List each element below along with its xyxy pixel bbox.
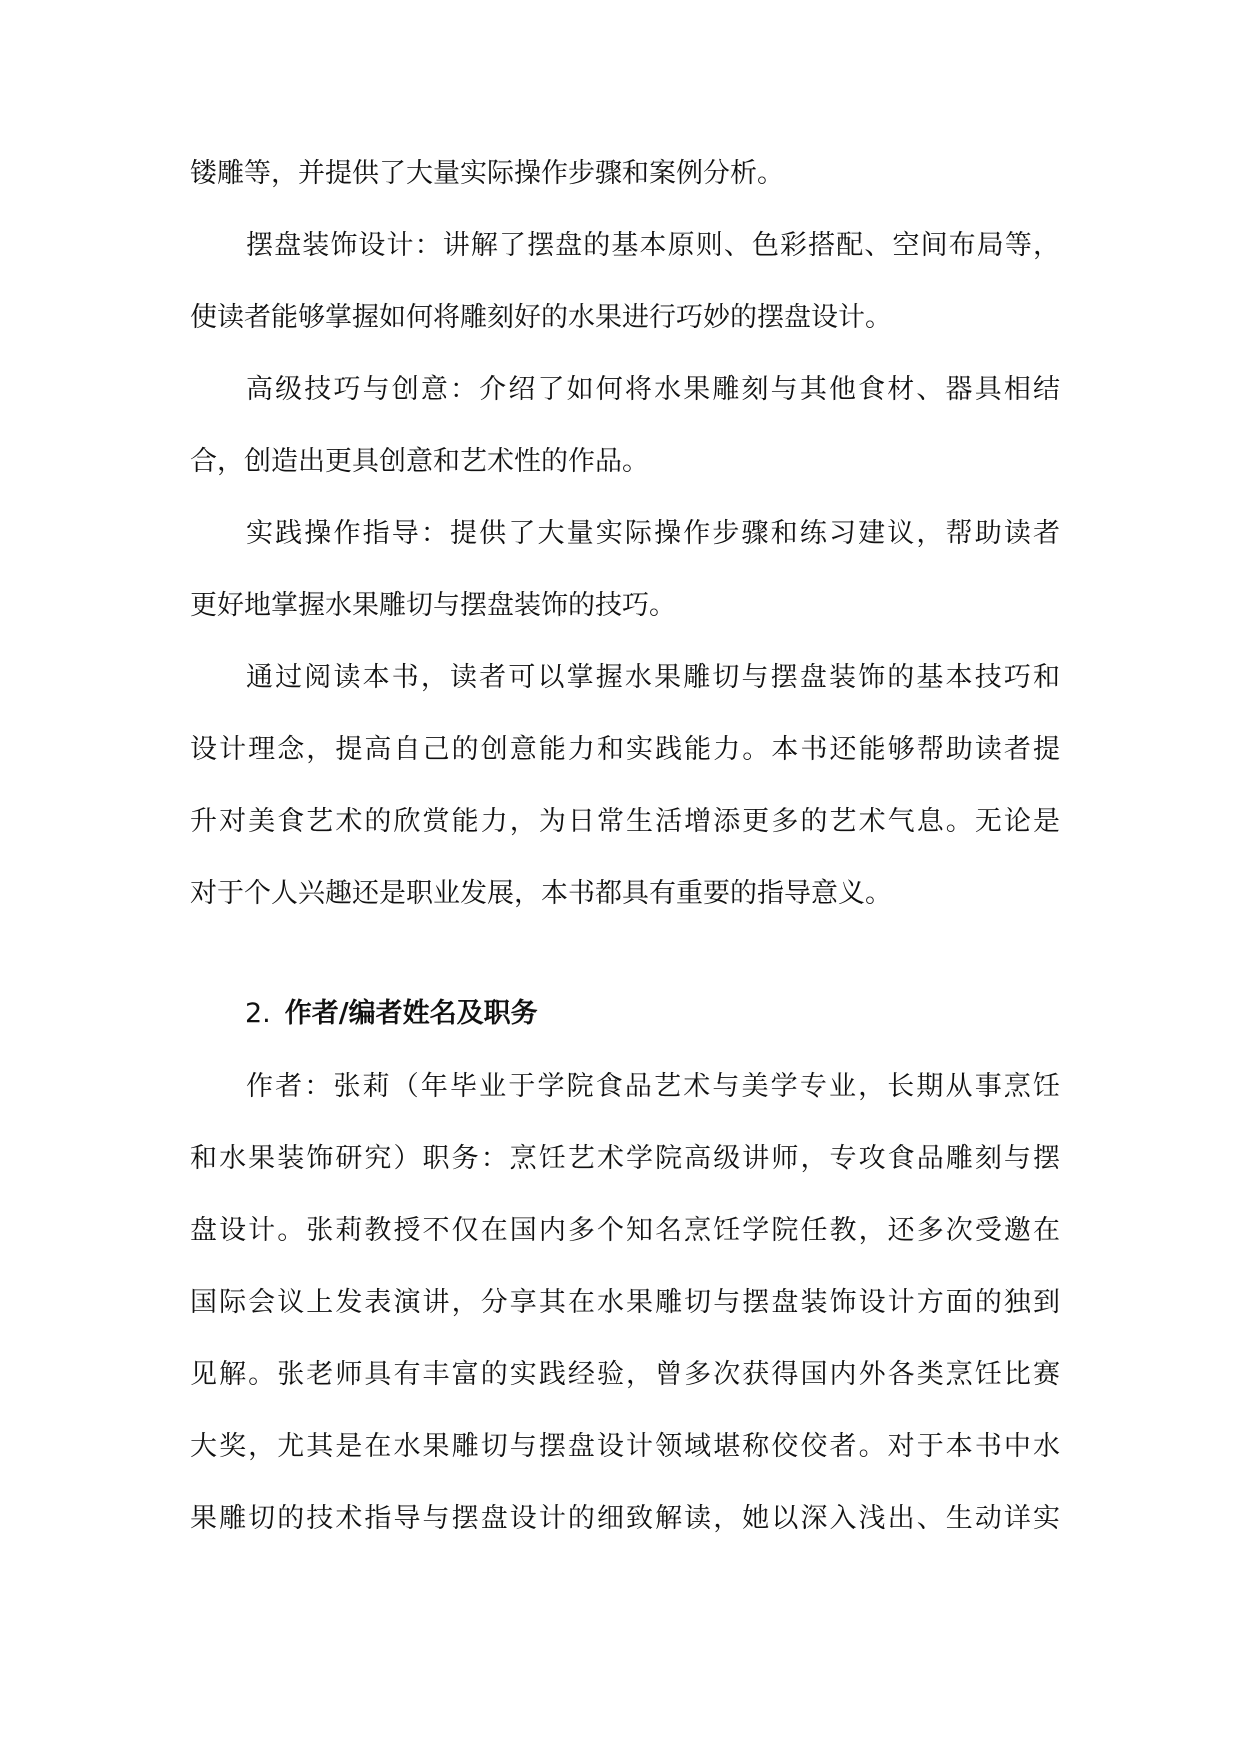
paragraph-line: 合，创造出更具创意和艺术性的作品。 <box>190 446 649 477</box>
section-number: 2. <box>245 998 271 1029</box>
paragraph-line: 盘设计。张莉教授不仅在国内多个知名烹饪学院任教，还多次受邀在 <box>190 1215 1060 1246</box>
paragraph-line: 和水果装饰研究）职务：烹饪艺术学院高级讲师，专攻食品雕刻与摆 <box>190 1143 1060 1174</box>
section-title: 作者/编者姓名及职务 <box>284 998 538 1029</box>
paragraph-line: 更好地掌握水果雕切与摆盘装饰的技巧。 <box>190 590 676 621</box>
paragraph-line: 作者：张莉（年毕业于学院食品艺术与美学专业，长期从事烹饪 <box>246 1071 1060 1102</box>
paragraph-line: 摆盘装饰设计：讲解了摆盘的基本原则、色彩搭配、空间布局等， <box>246 230 1060 261</box>
paragraph-line: 设计理念，提高自己的创意能力和实践能力。本书还能够帮助读者提 <box>190 734 1060 765</box>
paragraph-line: 使读者能够掌握如何将雕刻好的水果进行巧妙的摆盘设计。 <box>190 302 892 333</box>
paragraph-line: 见解。张老师具有丰富的实践经验，曾多次获得国内外各类烹饪比赛 <box>190 1359 1060 1390</box>
paragraph-line: 果雕切的技术指导与摆盘设计的细致解读，她以深入浅出、生动详实 <box>190 1503 1060 1534</box>
paragraph-line: 对于个人兴趣还是职业发展，本书都具有重要的指导意义。 <box>190 878 892 909</box>
section-heading <box>245 990 845 1038</box>
paragraph-line: 实践操作指导：提供了大量实际操作步骤和练习建议，帮助读者 <box>246 518 1060 549</box>
paragraph-line: 镂雕等，并提供了大量实际操作步骤和案例分析。 <box>190 158 784 189</box>
paragraph-line: 国际会议上发表演讲，分享其在水果雕切与摆盘装饰设计方面的独到 <box>190 1287 1060 1318</box>
paragraph-line: 大奖，尤其是在水果雕切与摆盘设计领域堪称佼佼者。对于本书中水 <box>190 1431 1060 1462</box>
paragraph-line: 升对美食艺术的欣赏能力，为日常生活增添更多的艺术气息。无论是 <box>190 806 1060 837</box>
paragraph-line: 高级技巧与创意：介绍了如何将水果雕刻与其他食材、器具相结 <box>246 374 1060 405</box>
paragraph-line: 通过阅读本书，读者可以掌握水果雕切与摆盘装饰的基本技巧和 <box>246 662 1060 693</box>
